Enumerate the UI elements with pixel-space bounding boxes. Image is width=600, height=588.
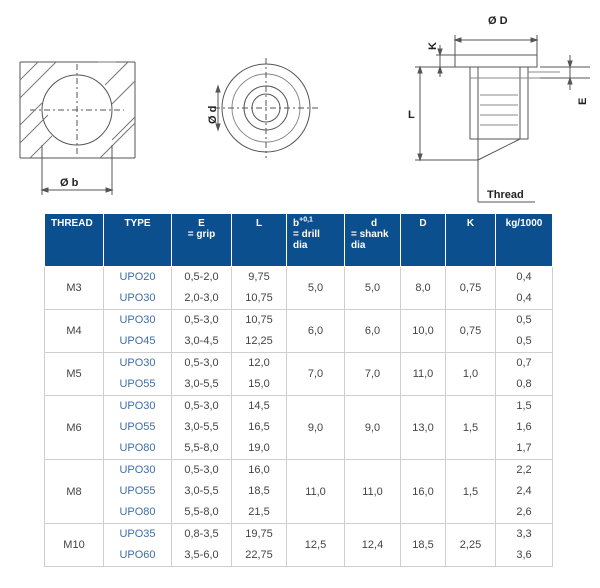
shank-dia-value: 11,0 — [345, 460, 401, 524]
drill-dia-value: 5,0 — [287, 267, 345, 310]
grip-value: 0,5-3,0 — [184, 464, 219, 476]
weight-value: 0,4 — [516, 292, 532, 304]
table-body — [45, 267, 553, 567]
type-value-cell — [104, 524, 172, 567]
grip-value: 5,5-8,0 — [184, 506, 219, 518]
header-e-line2: = grip — [187, 229, 216, 240]
thread-value: M8 — [45, 460, 104, 524]
weight-value: 2,2 — [516, 464, 532, 476]
header-k: K — [446, 214, 496, 267]
type-value-cell — [104, 396, 172, 460]
weight-value: 0,5 — [516, 335, 532, 347]
length-value: 15,0 — [248, 378, 270, 390]
header-thread: THREAD — [45, 214, 104, 267]
weight-value: 2,6 — [516, 506, 532, 518]
type-value-cell — [104, 353, 172, 396]
grip-value: 0,5-3,0 — [184, 357, 219, 369]
drill-dia-value: 7,0 — [287, 353, 345, 396]
grip-value: 3,0-4,5 — [184, 335, 219, 347]
length-value: 22,75 — [245, 549, 273, 561]
k-value: 0,75 — [446, 310, 496, 353]
header-D: D — [401, 214, 446, 267]
grip-value: 0,5-2,0 — [184, 271, 219, 283]
flange-dia-value: 13,0 — [401, 396, 446, 460]
header-b-line1: b — [293, 218, 300, 229]
table-row — [45, 353, 553, 396]
dim-K-label: K — [427, 42, 439, 50]
length-value: 12,0 — [248, 357, 270, 369]
table-row — [45, 396, 553, 460]
type-value: UPO30 — [119, 357, 156, 369]
type-value-cell — [104, 267, 172, 310]
grip-value: 0,8-3,5 — [184, 528, 219, 540]
header-kg: kg/1000 — [496, 214, 553, 267]
length-value-cell — [232, 396, 287, 460]
header-type: TYPE — [104, 214, 172, 267]
table-row — [45, 310, 553, 353]
grip-value: 3,5-6,0 — [184, 549, 219, 561]
top-view-drawing — [214, 58, 318, 158]
weight-value-cell — [496, 353, 553, 396]
flange-dia-value: 18,5 — [401, 524, 446, 567]
type-value: UPO30 — [119, 400, 156, 412]
grip-value-cell — [172, 396, 232, 460]
side-view-drawing — [415, 35, 590, 202]
shank-dia-value: 5,0 — [345, 267, 401, 310]
dim-d-label: Ø d — [207, 105, 219, 124]
type-value: UPO60 — [119, 549, 156, 561]
shank-dia-value: 9,0 — [345, 396, 401, 460]
header-d-line2: = shank — [351, 229, 389, 240]
technical-drawings — [0, 0, 600, 212]
weight-value: 0,8 — [516, 378, 532, 390]
type-value: UPO45 — [119, 335, 156, 347]
length-value-cell — [232, 460, 287, 524]
thread-value: M10 — [45, 524, 104, 567]
length-value: 12,25 — [245, 335, 273, 347]
weight-value: 1,6 — [516, 421, 532, 433]
header-b-line3: dia — [293, 240, 308, 251]
grip-value-cell — [172, 267, 232, 310]
k-value: 1,0 — [446, 353, 496, 396]
header-d — [345, 214, 401, 267]
k-value: 0,75 — [446, 267, 496, 310]
weight-value-cell — [496, 396, 553, 460]
length-value-cell — [232, 310, 287, 353]
header-d-line3: dia — [351, 240, 366, 251]
grip-value: 3,0-5,5 — [184, 485, 219, 497]
type-value: UPO20 — [119, 271, 156, 283]
flange-dia-value: 10,0 — [401, 310, 446, 353]
grip-value: 3,0-5,5 — [184, 378, 219, 390]
header-b-line2: = drill — [293, 229, 320, 240]
grip-value: 0,5-3,0 — [184, 314, 219, 326]
type-value: UPO35 — [119, 528, 156, 540]
type-value: UPO30 — [119, 464, 156, 476]
type-value: UPO55 — [119, 485, 156, 497]
header-e-line1: E — [198, 218, 205, 229]
drill-dia-value: 6,0 — [287, 310, 345, 353]
dim-D-label: Ø D — [488, 15, 508, 27]
thread-value: M6 — [45, 396, 104, 460]
grip-value: 0,5-3,0 — [184, 400, 219, 412]
k-value: 1,5 — [446, 460, 496, 524]
type-value: UPO80 — [119, 506, 156, 518]
grip-value: 3,0-5,5 — [184, 421, 219, 433]
weight-value: 3,6 — [516, 549, 532, 561]
dim-E-label: E — [577, 97, 589, 105]
length-value-cell — [232, 524, 287, 567]
thread-label: Thread — [487, 189, 524, 201]
thread-value: M5 — [45, 353, 104, 396]
spec-table — [44, 213, 553, 567]
grip-value-cell — [172, 310, 232, 353]
drill-dia-value: 9,0 — [287, 396, 345, 460]
flange-dia-value: 16,0 — [401, 460, 446, 524]
header-d-line1: d — [370, 218, 378, 229]
weight-value-cell — [496, 524, 553, 567]
weight-value: 1,5 — [516, 400, 532, 412]
length-value: 21,5 — [248, 506, 270, 518]
grip-value: 5,5-8,0 — [184, 442, 219, 454]
header-b-sup: +0,1 — [299, 216, 313, 224]
length-value: 19,75 — [245, 528, 273, 540]
shank-dia-value: 6,0 — [345, 310, 401, 353]
length-value: 10,75 — [245, 314, 273, 326]
weight-value: 1,7 — [516, 442, 532, 454]
flange-dia-value: 11,0 — [401, 353, 446, 396]
grip-value-cell — [172, 524, 232, 567]
table-row — [45, 267, 553, 310]
hole-drawing — [20, 62, 135, 195]
weight-value: 0,4 — [516, 271, 532, 283]
header-e — [172, 214, 232, 267]
thread-value: M4 — [45, 310, 104, 353]
weight-value: 0,7 — [516, 357, 532, 369]
k-value: 1,5 — [446, 396, 496, 460]
grip-value: 2,0-3,0 — [184, 292, 219, 304]
weight-value: 0,5 — [516, 314, 532, 326]
length-value-cell — [232, 353, 287, 396]
type-value-cell — [104, 460, 172, 524]
table-header-row — [45, 214, 553, 267]
thread-value: M3 — [45, 267, 104, 310]
length-value-cell — [232, 267, 287, 310]
dim-L-label: L — [408, 109, 415, 121]
length-value: 16,0 — [248, 464, 270, 476]
length-value: 16,5 — [248, 421, 270, 433]
length-value: 9,75 — [248, 271, 270, 283]
type-value: UPO55 — [119, 421, 156, 433]
grip-value-cell — [172, 460, 232, 524]
shank-dia-value: 7,0 — [345, 353, 401, 396]
type-value-cell — [104, 310, 172, 353]
shank-dia-value: 12,4 — [345, 524, 401, 567]
drill-dia-value: 11,0 — [287, 460, 345, 524]
table-row — [45, 460, 553, 524]
length-value: 10,75 — [245, 292, 273, 304]
k-value: 2,25 — [446, 524, 496, 567]
weight-value: 2,4 — [516, 485, 532, 497]
length-value: 14,5 — [248, 400, 270, 412]
table-row — [45, 524, 553, 567]
grip-value-cell — [172, 353, 232, 396]
length-value: 19,0 — [248, 442, 270, 454]
type-value: UPO55 — [119, 378, 156, 390]
type-value: UPO30 — [119, 292, 156, 304]
header-b — [287, 214, 345, 267]
drill-dia-value: 12,5 — [287, 524, 345, 567]
weight-value: 3,3 — [516, 528, 532, 540]
weight-value-cell — [496, 267, 553, 310]
dim-b-label: Ø b — [60, 177, 79, 189]
type-value: UPO80 — [119, 442, 156, 454]
weight-value-cell — [496, 460, 553, 524]
length-value: 18,5 — [248, 485, 270, 497]
type-value: UPO30 — [119, 314, 156, 326]
weight-value-cell — [496, 310, 553, 353]
header-l: L — [232, 214, 287, 267]
flange-dia-value: 8,0 — [401, 267, 446, 310]
